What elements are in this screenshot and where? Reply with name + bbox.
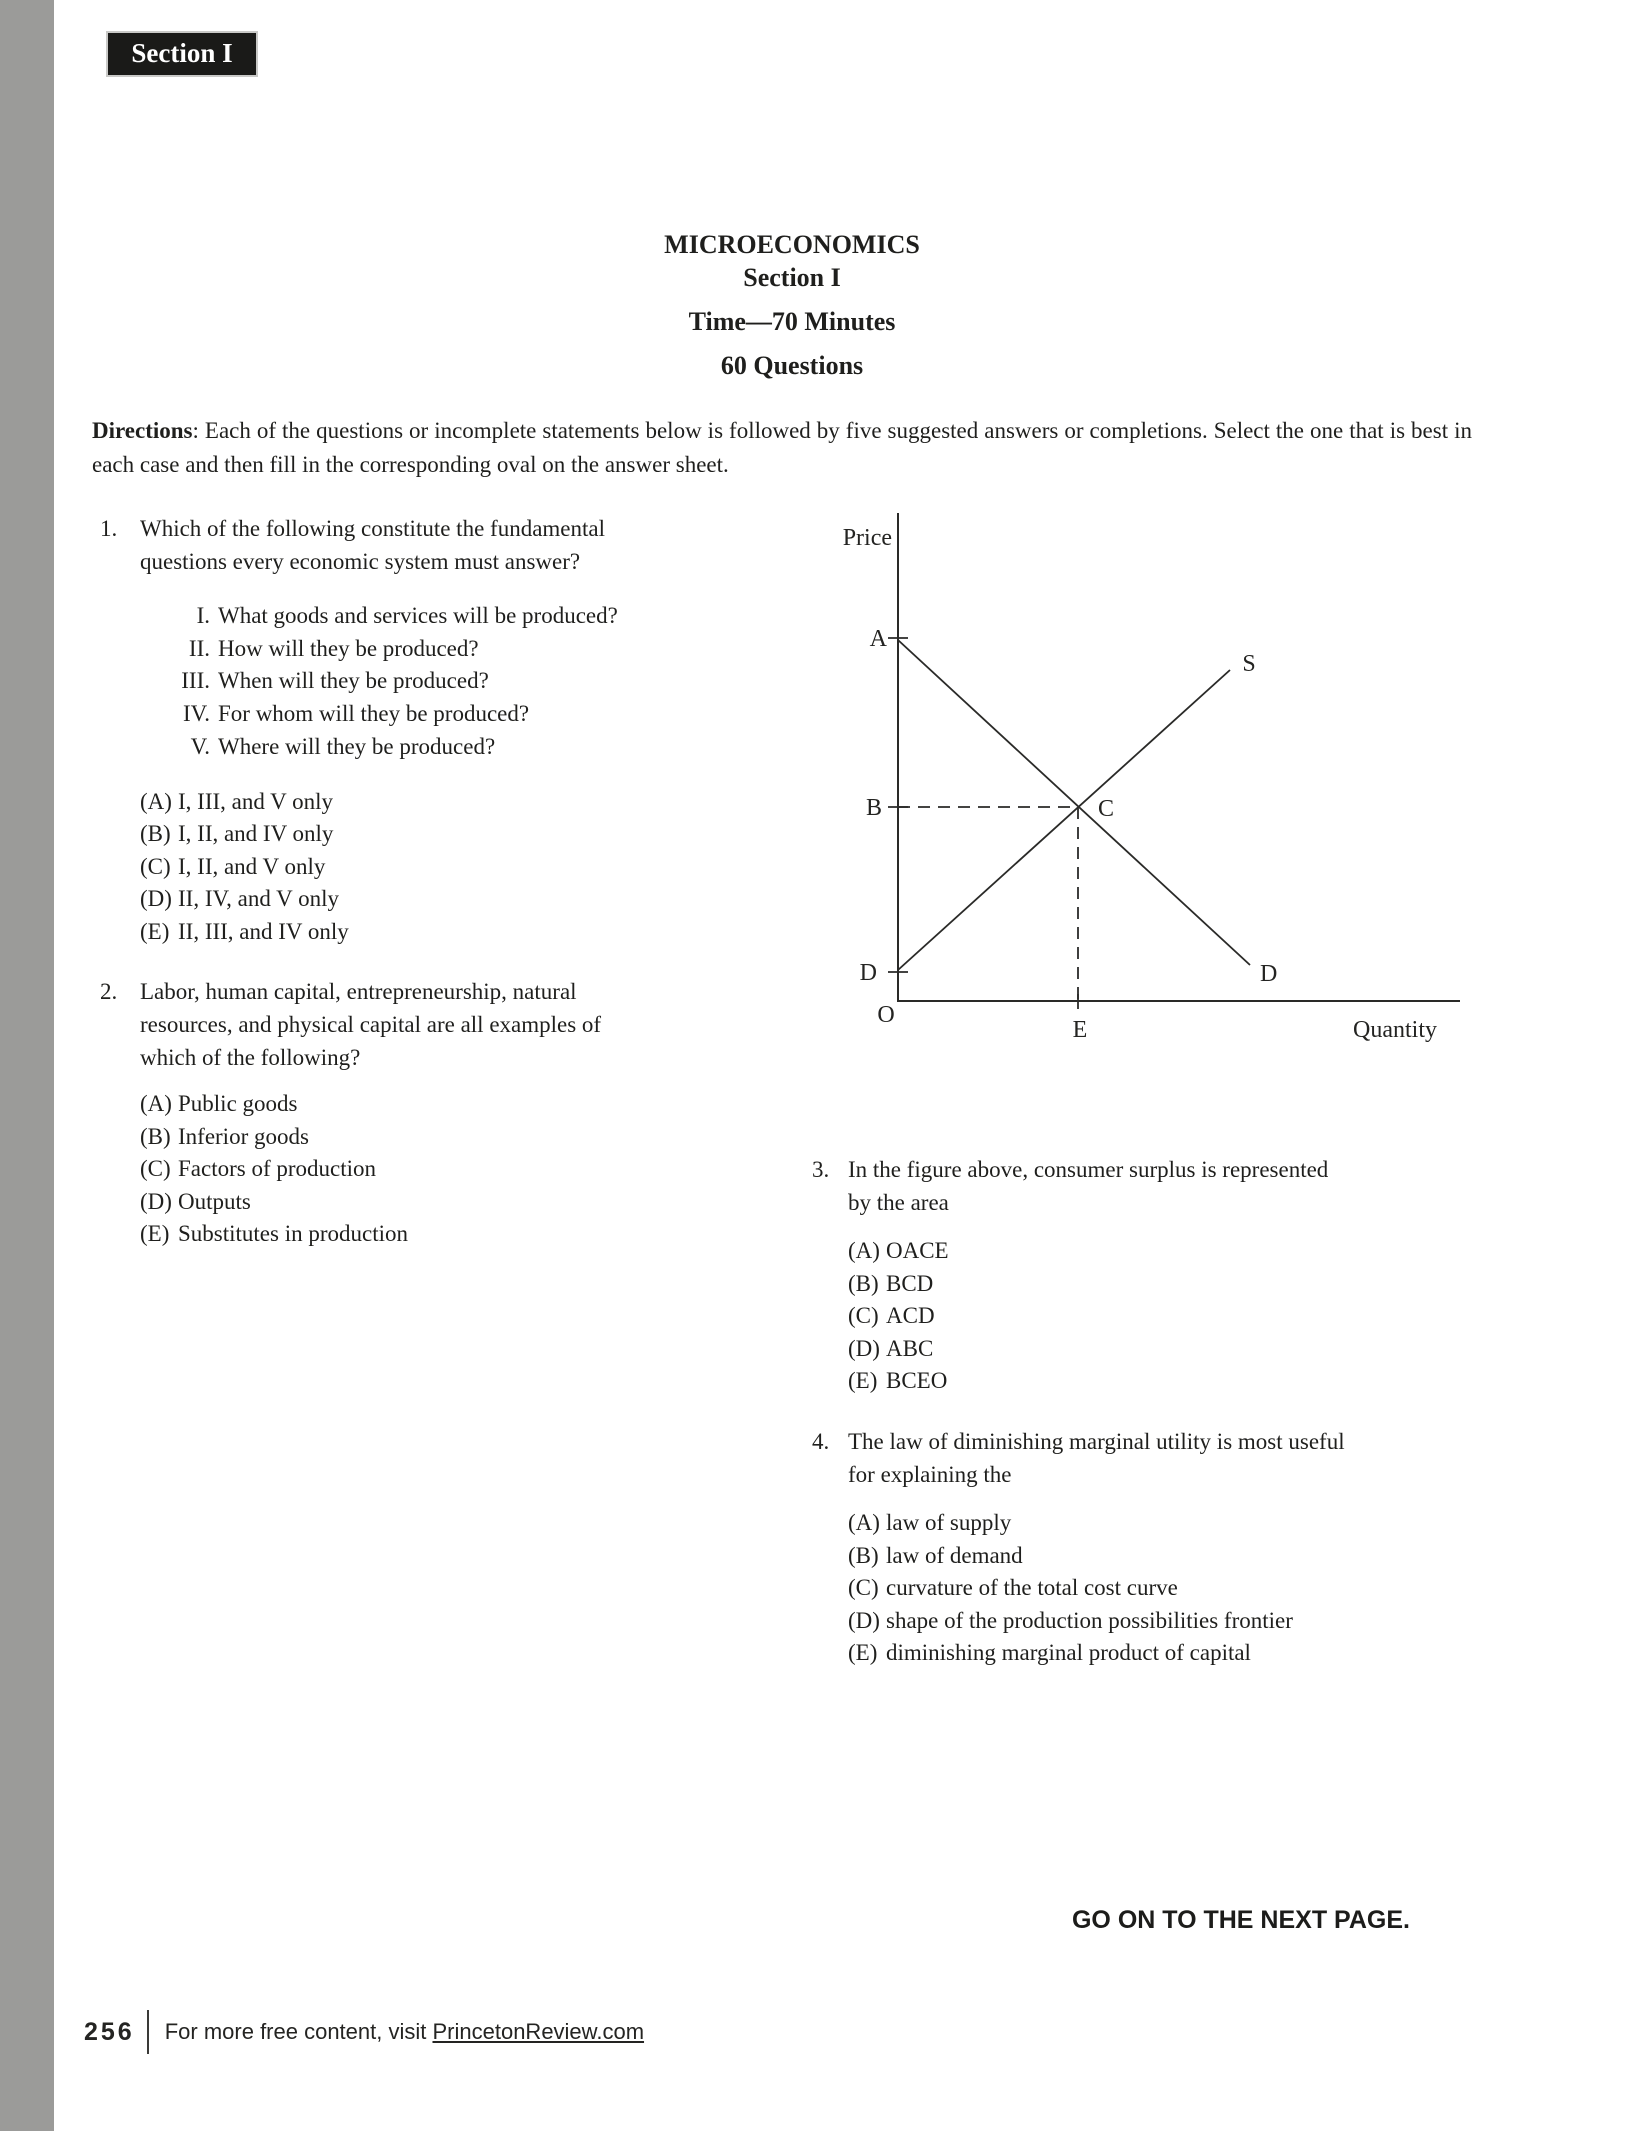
- option-text: curvature of the total cost curve: [886, 1575, 1178, 1600]
- answer-option: [140, 786, 620, 819]
- directions-label: Directions: [92, 418, 193, 443]
- question-3-stem: In the figure above, consumer surplus is represented by the area: [848, 1157, 1329, 1215]
- question-3-options: [848, 1235, 1348, 1398]
- option-text: Factors of production: [178, 1156, 377, 1181]
- supply-demand-figure: [820, 505, 1480, 1065]
- option-label: (C): [848, 1575, 879, 1600]
- option-label: (B): [140, 1123, 171, 1149]
- question-4: [812, 1425, 1452, 1670]
- option-text: II, III, and IV only: [178, 918, 349, 944]
- footer-text: [165, 2019, 644, 2045]
- footer-text-prefix: For more free content, visit: [164, 2019, 433, 2044]
- section-tab: [106, 31, 258, 77]
- option-text: Public goods: [178, 1091, 298, 1116]
- answer-option: [848, 1365, 1348, 1398]
- option-text: Outputs: [178, 1188, 251, 1214]
- option-label: (E): [848, 1368, 878, 1393]
- option-text: I, III, and V only: [178, 788, 334, 814]
- roman-numeral: IV.: [182, 701, 210, 727]
- exam-time: Time—70 Minutes: [688, 307, 896, 336]
- roman-text: For whom will they be produced?: [218, 701, 530, 727]
- label-d-axis: D: [859, 960, 877, 986]
- option-text: OACE: [886, 1238, 949, 1263]
- roman-item: [140, 731, 620, 764]
- roman-item: [140, 633, 620, 666]
- page-footer: [84, 2008, 644, 2056]
- directions-paragraph: [92, 414, 1472, 481]
- footer-link: PrincetonReview.com: [432, 2019, 645, 2044]
- roman-numeral: II.: [188, 635, 210, 661]
- label-c: C: [1098, 796, 1115, 822]
- roman-item: [140, 600, 620, 633]
- page-number: 256: [84, 2017, 135, 2046]
- option-label: (B): [140, 821, 171, 847]
- answer-option: [140, 851, 620, 884]
- answer-option: [848, 1605, 1348, 1638]
- directions-text: : Each of the questions or incomplete statements below is followed by five suggested answers or completions. Select the one that is best in each case and then fill in the corresponding oval on the answer sheet.: [92, 418, 1472, 477]
- answer-option: [848, 1333, 1348, 1366]
- question-3-number: 3.: [812, 1157, 830, 1182]
- answer-option: [848, 1268, 1348, 1301]
- option-text: ACD: [886, 1303, 935, 1328]
- footer-divider: [147, 2010, 149, 2054]
- demand-curve: [898, 640, 1250, 965]
- exam-question-count: 60 Questions: [720, 351, 864, 380]
- answer-option: [140, 1153, 640, 1186]
- answer-option: [848, 1572, 1348, 1605]
- answer-option: [140, 916, 620, 949]
- answer-option: [140, 1218, 640, 1251]
- option-label: (D): [140, 886, 172, 912]
- option-label: (B): [848, 1270, 879, 1296]
- option-text: law of demand: [886, 1542, 1023, 1568]
- roman-text: What goods and services will be produced?: [218, 603, 618, 628]
- question-4-stem: The law of diminishing marginal utility is most useful for explaining the: [848, 1429, 1345, 1487]
- option-text: shape of the production possibilities frontier: [886, 1607, 1293, 1633]
- option-text: ABC: [886, 1335, 934, 1361]
- option-text: law of supply: [886, 1510, 1012, 1535]
- supply-curve: [898, 670, 1230, 970]
- roman-text: How will they be produced?: [218, 635, 479, 661]
- option-text: II, IV, and V only: [178, 886, 339, 912]
- question-1: [100, 512, 720, 948]
- exam-title: MICROECONOMICS: [664, 230, 920, 259]
- roman-numeral: III.: [181, 668, 210, 694]
- exam-section: Section I: [743, 263, 841, 292]
- roman-item: [140, 698, 620, 731]
- x-axis-label: Quantity: [1353, 1017, 1437, 1043]
- label-origin: O: [877, 1002, 895, 1028]
- section-tab-label: Section I: [131, 38, 233, 68]
- answer-option: [140, 1186, 640, 1219]
- question-2-number: 2.: [100, 979, 118, 1004]
- answer-option: [848, 1235, 1348, 1268]
- option-label: (E): [140, 918, 170, 944]
- label-s: S: [1242, 651, 1256, 677]
- option-label: (C): [140, 1156, 171, 1181]
- question-1-roman-list: [140, 600, 620, 764]
- question-2-stem: Labor, human capital, entrepreneurship, natural resources, and physical capital are all examples of which of the following?: [140, 979, 602, 1070]
- roman-numeral: V.: [190, 733, 210, 759]
- option-label: (A): [140, 1091, 172, 1116]
- axes: [898, 513, 1460, 1001]
- go-on-instruction: GO ON TO THE NEXT PAGE.: [1071, 1906, 1410, 1934]
- roman-numeral: I.: [196, 603, 210, 628]
- roman-text: When will they be produced?: [218, 668, 489, 694]
- label-a: A: [869, 626, 887, 652]
- question-1-options: [140, 786, 620, 949]
- option-text: BCEO: [886, 1368, 948, 1393]
- page-edge-gray-band: [0, 0, 54, 2131]
- option-label: (B): [848, 1542, 879, 1568]
- label-d-demand: D: [1260, 961, 1278, 987]
- option-label: (A): [848, 1510, 880, 1535]
- answer-option: [140, 1121, 640, 1154]
- y-axis-label: Price: [842, 525, 892, 551]
- option-label: (A): [848, 1238, 880, 1263]
- label-e: E: [1072, 1017, 1088, 1043]
- roman-item: [140, 665, 620, 698]
- answer-option: [848, 1507, 1348, 1540]
- option-text: Substitutes in production: [178, 1221, 408, 1246]
- question-1-stem: Which of the following constitute the fundamental questions every economic system must answer?: [140, 516, 605, 574]
- label-b: B: [865, 795, 882, 821]
- answer-option: [848, 1540, 1348, 1573]
- question-4-options: [848, 1507, 1348, 1670]
- option-label: (D): [848, 1607, 880, 1633]
- option-label: (A): [140, 788, 172, 814]
- answer-option: [140, 883, 620, 916]
- option-label: (D): [848, 1335, 880, 1361]
- question-3: [812, 1153, 1452, 1398]
- option-label: (D): [140, 1188, 172, 1214]
- option-label: (C): [140, 853, 171, 879]
- question-1-number: 1.: [100, 516, 118, 541]
- answer-option: [848, 1637, 1348, 1670]
- answer-option: [140, 818, 620, 851]
- option-text: I, II, and V only: [178, 853, 326, 879]
- question-2: [100, 975, 720, 1251]
- exam-header: [92, 228, 1492, 382]
- option-label: (E): [140, 1221, 170, 1246]
- option-label: (E): [848, 1640, 878, 1665]
- option-text: diminishing marginal product of capital: [886, 1640, 1251, 1665]
- answer-option: [848, 1300, 1348, 1333]
- option-text: I, II, and IV only: [178, 821, 334, 847]
- option-text: BCD: [886, 1270, 934, 1296]
- option-text: Inferior goods: [178, 1123, 309, 1149]
- answer-option: [140, 1088, 640, 1121]
- roman-text: Where will they be produced?: [218, 733, 496, 759]
- option-label: (C): [848, 1303, 879, 1328]
- question-2-options: [140, 1088, 640, 1251]
- question-4-number: 4.: [812, 1429, 830, 1454]
